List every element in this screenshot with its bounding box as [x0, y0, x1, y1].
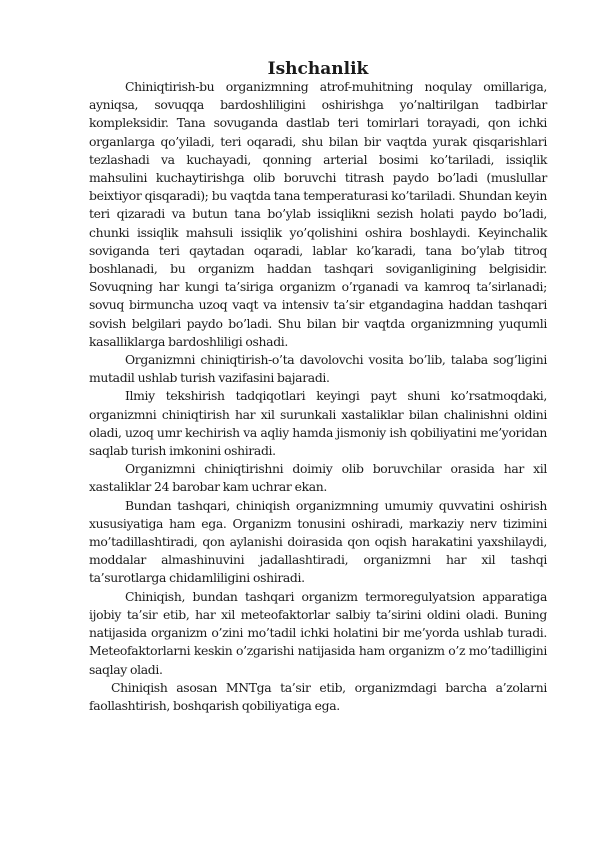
paragraph-7: Chiniqish asosan MNTga ta’sir etib, organizmdagi barcha a’zolarni faollashtirish, boshqarish qobiliyatiga ega. — [89, 679, 547, 713]
page-title: Ishchanlik — [267, 59, 369, 79]
document-page — [89, 58, 547, 715]
paragraph-6: Chiniqish, bundan tashqari organizm termoregulyatsion apparatiga ijobiy ta’sir etib, har xil meteofaktorlar salbiy ta’sirini oldini oladi. Buning natijasida organizm o’zini mo’tadil ichki holatini bir me’yorda ushlab turadi. Meteofaktorlarni keskin o’zgarishi natijasida ham organizm o’z mo’tadilligini saqlay oladi. — [89, 588, 547, 677]
paragraph-5: Bundan tashqari, chiniqish organizmning umumiy quvvatini oshirish xususiyatiga ham ega. Organizm tonusini oshiradi, markaziy nerv tizimini mo’tadillashtiradi, qon aylanishi doirasida qon oqish harakatini yaxshilaydi, moddalar almashinuvini jadallashtiradi, organizmni har xil tashqi ta’surotlarga chidamliligini oshiradi. — [89, 497, 547, 586]
paragraph-1: Chiniqtirish-bu organizmning atrof-muhitning noqulay omillariga, ayniqsa, sovuqqa bardoshliligini oshirishga yo’naltirilgan tadbirlar kompleksidir. Tana sovuganda dastlab teri tomirlari torayadi, qon ichki organlarga qo’yiladi, teri oqaradi, shu bilan bir vaqtda yurak qisqarishlari tezlashadi va kuchayadi, qonning arterial bosimi ko’tariladi, issiqlik mahsulini kuchaytirishga olib boruvchi titrash paydo bo’ladi (muslullar beixtiyor qisqaradi); bu vaqtda tana temperaturasi ko’tariladi. Shundan keyin teri qizaradi va butun tana bo’ylab issiqlikni sezish holati paydo bo’ladi, chunki issiqlik mahsuli issiqlik yo’qolishini oshira boshlaydi. Keyinchalik soviganda teri qaytadan oqaradi, lablar ko’karadi, tana bo’ylab titroq boshlanadi, bu organizm haddan tashqari soviganligining belgisidir. Sovuqning har kungi ta’siriga organizm o’rganadi va kamroq ta’sirlanadi; sovuq birmuncha uzoq vaqt va intensiv ta’sir etgandagina haddan tashqari sovish belgilari paydo bo’ladi. Shu bilan bir vaqtda organizmning yuqumli kasalliklarga bardoshliligi oshadi. — [89, 79, 547, 349]
paragraph-2: Organizmni chiniqtirish-o’ta davolovchi vosita bo’lib, talaba sog’ligini mutadil ushlab turish vazifasini bajaradi. — [89, 352, 547, 386]
paragraph-4: Organizmni chiniqtirishni doimiy olib boruvchilar orasida har xil xastaliklar 24 barobar kam uchrar ekan. — [89, 461, 547, 495]
paragraph-3: Ilmiy tekshirish tadqiqotlari keyingi payt shuni ko’rsatmoqdaki, organizmni chiniqtirish har xil surunkali xastaliklar bilan chalinishni oldini oladi, uzoq umr kechirish va aqliy hamda jismoniy ish qobiliyatini me’yoridan saqlab turish imkonini oshiradi. — [89, 388, 547, 459]
